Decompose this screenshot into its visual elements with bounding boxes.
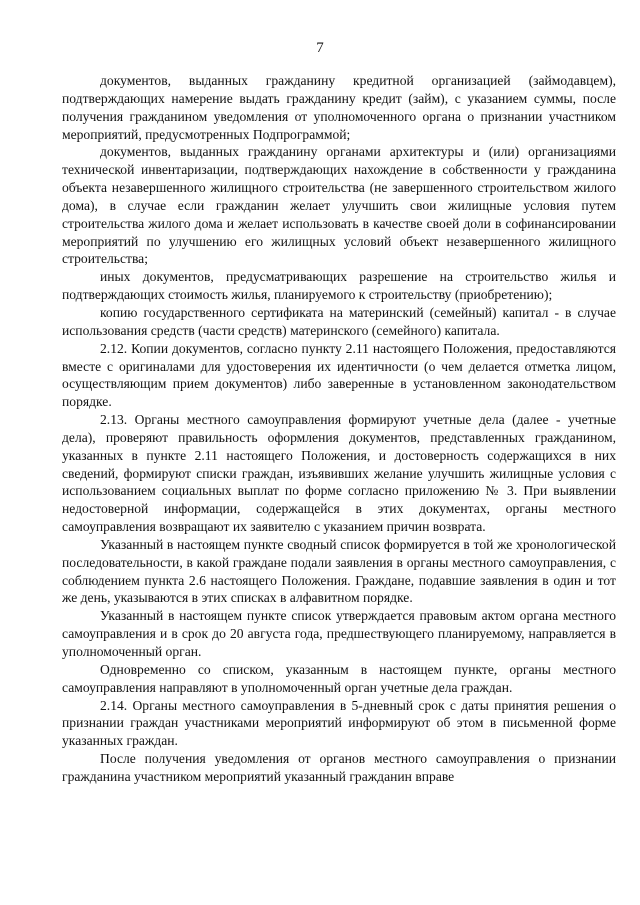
paragraph: документов, выданных гражданину кредитной организацией (займодавцем), подтверждающих намерение выдать гражданину кредит (займ), с указанием суммы, после получения гражданином уведомления от уполномоченного органа о признании участником мероприятий, предусмотренных Подпрограммой; — [62, 73, 616, 142]
document-body — [62, 72, 616, 786]
paragraph: иных документов, предусматривающих разрешение на строительство жилья и подтверждающих стоимость жилья, планируемого к строительству (приобретению); — [62, 269, 616, 303]
paragraph: 2.14. Органы местного самоуправления в 5-дневный срок с даты принятия решения о признании граждан участниками мероприятий информируют об этом в письменной форме указанных граждан. — [62, 697, 616, 749]
paragraph: 2.12. Копии документов, согласно пункту 2.11 настоящего Положения, предоставляются вместе с оригиналами для удостоверения их идентичности (о чем делается отметка лицом, осуществляющим прием документов) либо заверенные в установленном законодательством порядке. — [62, 340, 616, 410]
page-number: 7 — [316, 40, 324, 56]
paragraph: копию государственного сертификата на материнский (семейный) капитал - в случае использования средств (части средств) материнского (семейного) капитала. — [62, 304, 616, 338]
paragraph: Указанный в настоящем пункте сводный список формируется в той же хронологической последовательности, в какой граждане подали заявления в органы местного самоуправления, с соблюдением пункта 2.6 настоящего Положения. Граждане, подавшие заявления в один и тот же день, указываются в этих списках в алфавитном порядке. — [62, 536, 616, 606]
paragraph: документов, выданных гражданину органами архитектуры и (или) организациями технической инвентаризации, подтверждающих нахождение в собственности у гражданина объекта незавершенного жилищного строительства (не завершенного строительством жилого дома), в случае если гражданин желает улучшить свои жилищные условия путем строительства жилого дома и желает использовать в качестве своей доли в софинансировании мероприятий по улучшению его жилищных условий объект незавершенного жилищного строительства; — [62, 144, 616, 267]
paragraph: 2.13. Органы местного самоуправления формируют учетные дела (далее - учетные дела), проверяют правильность оформления документов, представленных гражданином, указанных в пункте 2.11 настоящего Положения, и достоверность содержащихся в них сведений, формируют списки граждан, изъявивших желание улучшить жилищные условия с использованием социальных выплат по форме согласно приложению № 3. При выявлении недостоверной информации, содержащейся в этих документах, органы местного самоуправления возвращают их заявителю с указанием причин возврата. — [62, 412, 616, 535]
paragraph: После получения уведомления от органов местного самоуправления о признании гражданина участником мероприятий указанный гражданин вправе — [62, 751, 616, 784]
paragraph: Указанный в настоящем пункте список утверждается правовым актом органа местного самоуправления и в срок до 20 августа года, предшествующего планируемому, направляется в уполномоченный орган. — [62, 608, 616, 659]
paragraph: Одновременно со списком, указанным в настоящем пункте, органы местного самоуправления направляют в уполномоченный орган учетные дела граждан. — [62, 661, 616, 695]
